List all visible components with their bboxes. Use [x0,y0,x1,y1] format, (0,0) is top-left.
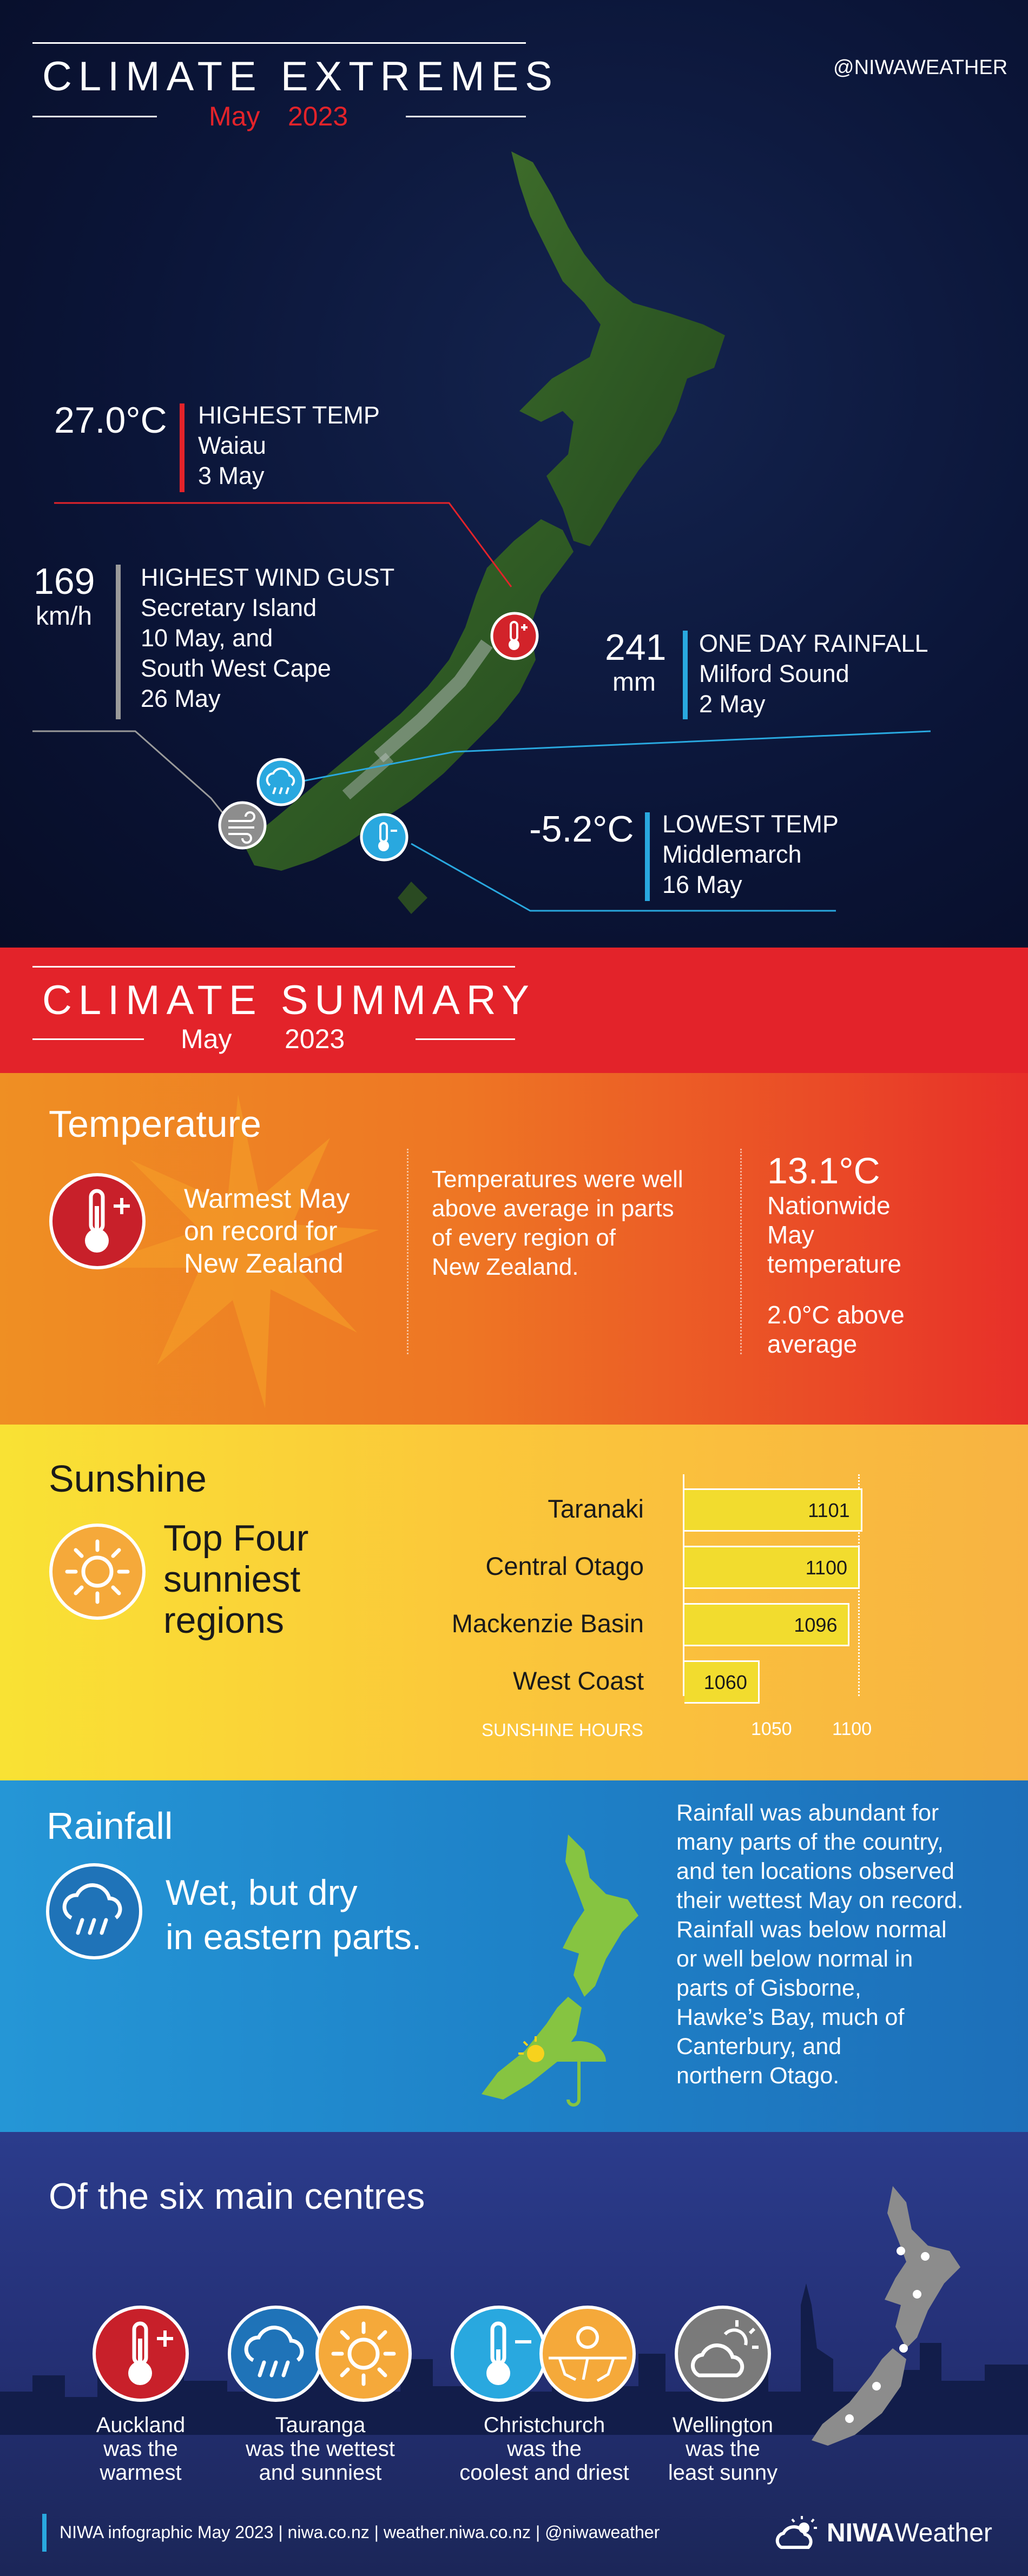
logo-word-weather: Weather [894,2519,992,2547]
sunshine-bar-value: 1101 [808,1499,850,1521]
x-tick-1050: 1050 [751,1719,792,1739]
rainfall-detail-line: and ten locations observed [676,1858,954,1884]
rainfall-detail-line: northern Otago. [676,2063,840,2089]
lowest-temp-date: 16 May [662,871,742,898]
rainfall-detail-line: Rainfall was abundant for [676,1800,939,1826]
wind-gust-line-2: 10 May, and [141,624,273,652]
rainfall-place: Milford Sound [699,660,849,687]
centre-caption [223,2413,418,2485]
rain-cloud-icon [256,757,306,807]
rainfall-detail-line: Rainfall was below normal [676,1917,947,1943]
sunshine-region-label: Taranaki [548,1494,644,1523]
lowest-temp-value: -5.2°C [529,809,634,850]
rainfall-date: 2 May [699,690,766,718]
leader-lines [0,0,1028,948]
sun-icon-tauranga [314,2304,413,2403]
wind-gust-line-4: 26 May [141,685,221,712]
nationwide-temp-label-3: temperature [767,1250,902,1278]
highest-temp-label: HIGHEST TEMP [198,401,380,429]
summary-title: CLIMATE SUMMARY [42,977,536,1023]
temperature-detail-1: Temperatures were well [432,1166,683,1193]
temperature-divider-1 [407,1149,408,1354]
temperature-headline-3: New Zealand [184,1248,344,1279]
wind-gust-bar [116,565,121,719]
climate-extremes-section [0,0,1028,948]
lowest-temp-label: LOWEST TEMP [662,810,839,838]
sunshine-axis-label: SUNSHINE HOURS [482,1720,643,1740]
niwa-cloud-logo-icon [774,2512,828,2555]
dry-ground-icon-christchurch [538,2304,637,2403]
rain-cloud-icon-tauranga [226,2304,326,2403]
thermometer-hot-icon [490,611,539,661]
sunshine-headline-3: regions [163,1600,285,1641]
rainfall-bar [683,631,688,719]
centre-caption-line: warmest [100,2461,182,2485]
centre-caption-line: Auckland [96,2413,186,2437]
extremes-title: CLIMATE EXTREMES [42,54,559,100]
wind-gust-value: 169 [34,561,95,602]
sunshine-region-label: Mackenzie Basin [451,1609,644,1638]
centre-caption-line: was the wettest [246,2437,395,2461]
centre-caption [43,2413,238,2485]
centre-caption-line: least sunny [668,2461,778,2485]
wind-gust-line-1: Secretary Island [141,594,317,621]
centre-caption-line: Christchurch [483,2413,605,2437]
climate-summary-header [0,948,1028,1073]
rainfall-detail-line: their wettest May on record. [676,1888,964,1913]
rainfall-section [0,1780,1028,2132]
temperature-divider-2 [740,1149,742,1354]
rainfall-detail-line: many parts of the country, [676,1829,944,1855]
main-centres-section [0,2132,1028,2576]
extremes-month: May [209,101,260,131]
centre-caption-line: Tauranga [275,2413,366,2437]
nationwide-temp-label-2: May [767,1221,814,1249]
sun-icon [48,1522,147,1621]
wind-gust-line-3: South West Cape [141,654,331,682]
niwa-logo-text[interactable] [827,2518,992,2548]
lowest-temp-bar [645,812,650,901]
rainfall-detail-line: or well below normal in [676,1946,913,1972]
temperature-detail-3: of every region of [432,1224,616,1251]
centre-caption-line: coolest and driest [459,2461,629,2485]
centre-caption [625,2413,820,2485]
thermometer-warm-icon [48,1171,147,1271]
rainfall-headline-2: in eastern parts. [166,1917,422,1957]
highest-temp-bar [180,403,184,492]
temperature-title: Temperature [49,1103,261,1145]
rainfall-label: ONE DAY RAINFALL [699,630,928,657]
temperature-headline-1: Warmest May [184,1183,350,1214]
twitter-handle[interactable]: @NIWAWEATHER [833,56,1008,79]
logo-word-niwa: NIWA [827,2519,895,2547]
wind-gust-label: HIGHEST WIND GUST [141,564,395,591]
highest-temp-date: 3 May [198,462,265,489]
rainfall-unit: mm [612,668,656,697]
highest-temp-place: Waiau [198,432,266,459]
rainfall-headline-1: Wet, but dry [166,1872,358,1912]
sunshine-bar-value: 1100 [805,1557,847,1579]
centre-caption [447,2413,642,2485]
nz-gray-map [812,2186,974,2446]
temperature-detail-2: above average in parts [432,1195,674,1222]
summary-year: 2023 [285,1024,345,1054]
centres-title: Of the six main centres [49,2176,425,2217]
wind-icon [218,800,267,850]
centre-caption-line: and sunniest [259,2461,382,2485]
rain-cloud-icon-large [44,1862,144,1961]
x-tick-1100: 1100 [832,1719,872,1739]
extremes-year: 2023 [288,101,348,131]
footer-text[interactable]: NIWA infographic May 2023 | niwa.co.nz | weather.niwa.co.nz | @niwaweather [60,2522,660,2542]
sunshine-section [0,1425,1028,1780]
centre-caption-line: was the [686,2437,760,2461]
rainfall-detail-line: Hawke’s Bay, much of [676,2004,905,2030]
summary-month: May [181,1024,232,1054]
thermometer-cold-icon [359,812,409,862]
sunshine-title: Sunshine [49,1458,207,1500]
centre-caption-line: was the [507,2437,582,2461]
nz-green-map [476,1835,660,2116]
sunshine-bar-value: 1096 [794,1614,838,1636]
rainfall-title: Rainfall [47,1805,173,1847]
temp-anomaly-2: average [767,1330,858,1358]
thermometer-cold-icon-christchurch [449,2304,549,2403]
rainfall-detail-line: parts of Gisborne, [676,1975,861,2001]
sunshine-bar-value: 1060 [703,1671,747,1693]
centre-caption-line: was the [103,2437,178,2461]
summary-rule-left [32,1038,144,1040]
nationwide-temp-value: 13.1°C [767,1150,880,1191]
summary-rule-top [32,966,515,968]
summary-rule-right [416,1038,515,1040]
temperature-detail-4: New Zealand. [432,1254,579,1280]
footer-bar [42,2514,47,2552]
centre-caption-line: Wellington [672,2413,774,2437]
sunshine-headline-2: sunniest [163,1559,301,1600]
cloud-sun-icon-wellington [673,2304,773,2403]
highest-temp-value: 27.0°C [54,400,167,441]
temperature-headline-2: on record for [184,1216,338,1246]
wind-gust-unit: km/h [36,602,93,631]
rainfall-detail-line: Canterbury, and [676,2034,842,2060]
sunshine-region-label: West Coast [512,1666,644,1695]
rainfall-value: 241 [605,627,667,668]
sunshine-headline-1: Top Four [163,1518,309,1559]
sunshine-region-label: Central Otago [485,1552,644,1580]
thermometer-warm-icon-auckland [91,2304,190,2403]
temp-anomaly-1: 2.0°C above [767,1301,905,1329]
temperature-section [0,1073,1028,1425]
lowest-temp-place: Middlemarch [662,840,802,868]
nationwide-temp-label-1: Nationwide [767,1191,891,1220]
